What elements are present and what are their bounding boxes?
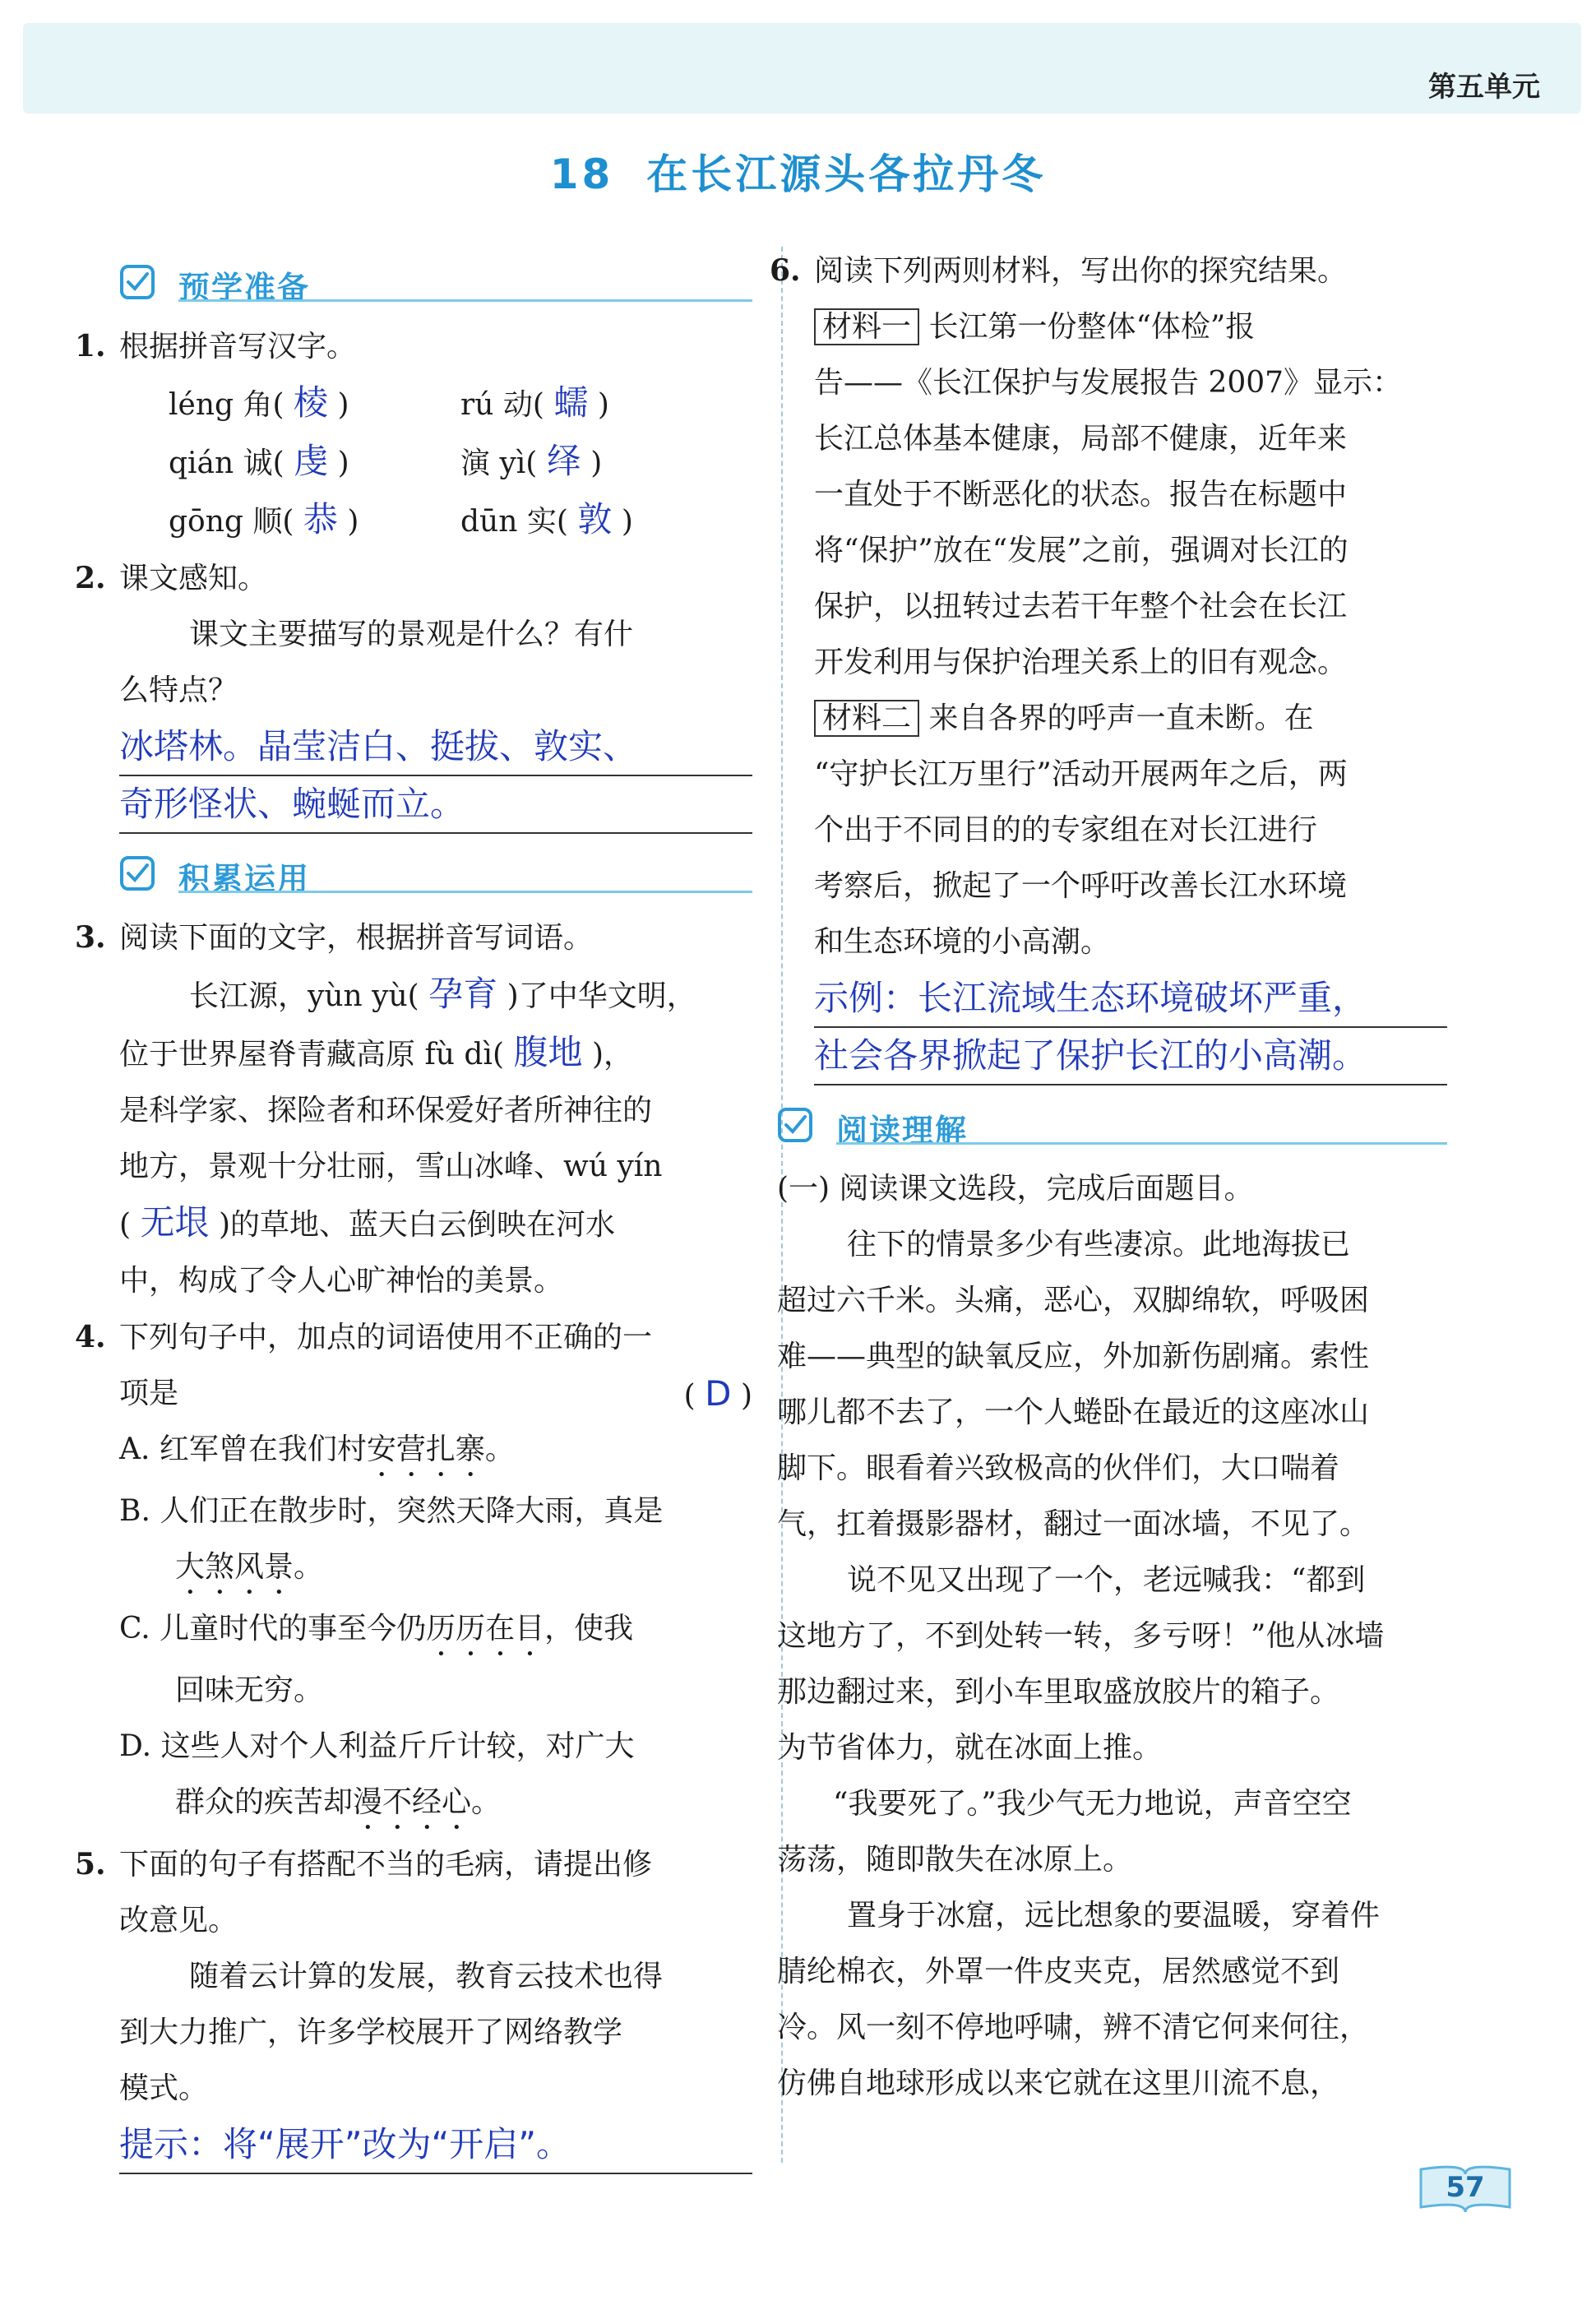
section-header-prep [119, 257, 752, 310]
reading-intro: (一) 阅读课文选段，完成后面题目。 [777, 1172, 1254, 1206]
answer-bracket: ( D ) [683, 1373, 752, 1414]
dotted-phrase: 漫不经心 [353, 1785, 472, 1819]
lesson-title [0, 141, 1596, 201]
question-prompt: 项是 [119, 1377, 179, 1410]
option-c-cont: 回味无穷。 [175, 1673, 324, 1707]
bracket-close: ) [347, 505, 359, 539]
option-b-cont [119, 1539, 752, 1601]
sentence-line: 模式。 [119, 2071, 209, 2105]
option-c [119, 1601, 752, 1663]
sentence-line: 随着云计算的发展，教育云技术也得 [189, 1960, 664, 1993]
passage-line: 往下的情景多少有些凄凉。此地海拔已 [847, 1228, 1351, 1261]
question-prompt-line [119, 1366, 752, 1422]
option-d: D. 这些人对个人利益斤斤计较，对广大 [119, 1729, 635, 1763]
pinyin-prompt: 演 yì( [460, 447, 538, 480]
question-6 [770, 243, 1447, 299]
answer-line: 社会各界掀起了保护长江的小高潮。 [814, 1028, 1447, 1085]
page-number: 57 [1446, 2171, 1485, 2204]
option-text: 。 [294, 1550, 324, 1584]
material-line: 和生态环境的小高潮。 [814, 925, 1111, 959]
lesson-number: 18 [549, 150, 614, 198]
answer-text: 蠕 [553, 382, 589, 423]
passage-line [119, 1025, 752, 1083]
passage-text: )了中华文明， [507, 979, 696, 1013]
bracket-close: ) [337, 388, 349, 422]
question-prompt-line: 改意见。 [119, 1904, 238, 1937]
passage-text: )， [591, 1038, 633, 1072]
pinyin-item [169, 375, 460, 433]
question-2 [75, 550, 752, 607]
material-1 [814, 299, 1447, 355]
material-line: 考察后，掀起了一个呼吁改善长江水环境 [814, 869, 1348, 903]
material-2 [814, 691, 1447, 747]
answer-text: 孕育 [428, 974, 498, 1014]
material-line: 长江总体基本健康，局部不健康，近年来 [814, 422, 1348, 456]
section-rule [178, 891, 752, 893]
material-line: 个出于不同目的的专家组在对长江进行 [814, 813, 1318, 847]
passage-text: 位于世界屋脊青藏高原 fù dì( [119, 1038, 505, 1072]
answer-text: 敦 [577, 499, 613, 539]
dotted-phrase: 历历在目 [426, 1612, 545, 1645]
pinyin-prompt: dūn 实( [460, 505, 568, 539]
page-number-badge [1416, 2163, 1515, 2217]
material-line: 保护，以扭转过去若干年整个社会在长江 [814, 590, 1348, 623]
passage-line: 气，扛着摄影器材，翻过一面冰墙，不见了。 [777, 1507, 1370, 1541]
passage-line: 这地方了，不到处转一转，多亏呀！”他从冰墙 [777, 1619, 1385, 1653]
question-number: 6. [770, 253, 801, 288]
answer-line: 示例：长江流域生态环境破坏严重， [814, 970, 1447, 1028]
pinyin-table [119, 375, 752, 550]
question-text: 课文主要描写的景观是什么？有什 [189, 618, 634, 651]
passage-line: 超过六千米。头痛，恶心，双脚绵软，呼吸困 [777, 1284, 1370, 1317]
dotted-phrase: 大煞风景 [175, 1550, 294, 1584]
passage-line: 是科学家、探险者和环保爱好者所神往的 [119, 1094, 653, 1127]
passage-line: 冷。风一刻不停地呼啸，辨不清它何来何往， [777, 2011, 1370, 2044]
passage-text: )的草地、蓝天白云倒映在河水 [218, 1208, 616, 1242]
question-prompt: 阅读下列两则材料，写出你的探究结果。 [814, 254, 1348, 288]
option-d-cont [119, 1775, 752, 1836]
section-title: 阅读理解 [836, 1113, 969, 1149]
pinyin-item [460, 492, 756, 550]
material-line: 开发利用与保护治理关系上的旧有观念。 [814, 646, 1348, 679]
question-text: 么特点？ [119, 673, 238, 707]
lesson-title-text: 在长江源头各拉丹冬 [646, 150, 1047, 198]
passage-text: ( [119, 1208, 132, 1242]
pinyin-item [460, 433, 756, 492]
material-line: 一直处于不断恶化的状态。报告在标题中 [814, 478, 1348, 511]
question-prompt: 根据拼音写汉字。 [119, 330, 357, 363]
answer-text: 无垠 [140, 1202, 210, 1243]
passage-line: 难——典型的缺氧反应，外加新伤剧痛。索性 [777, 1340, 1370, 1373]
answer-line: 提示：将“展开”改为“开启”。 [119, 2117, 752, 2174]
check-icon [777, 1107, 813, 1143]
reading-passage [777, 1217, 1447, 2112]
material-text: 来自各界的呼声一直未断。在 [928, 701, 1314, 735]
passage-line: 脚下。眼看着兴致极高的伙伴们，大口喘着 [777, 1451, 1340, 1485]
left-column [75, 243, 752, 2174]
section-header-reading [777, 1100, 1447, 1153]
option-text: 。 [471, 1785, 502, 1819]
passage-line: 仿佛自地球形成以来它就在这里川流不息， [777, 2067, 1340, 2100]
bracket-close: ) [337, 447, 349, 480]
passage-line: 荡荡，随即散失在冰原上。 [777, 1843, 1133, 1877]
answer-text: 虔 [294, 441, 329, 481]
section-title: 预学准备 [178, 270, 311, 306]
unit-label: 第五单元 [1428, 71, 1540, 104]
option-a [119, 1422, 752, 1483]
pinyin-prompt: léng 角( [169, 388, 285, 422]
question-number: 2. [75, 561, 106, 595]
question-4 [75, 1309, 752, 1366]
section-title: 积累运用 [178, 861, 311, 897]
question-3 [75, 910, 752, 966]
question-number: 5. [75, 1847, 106, 1881]
question-number: 4. [75, 1320, 106, 1354]
material-line: 将“保护”放在“发展”之前，强调对长江的 [814, 534, 1349, 567]
option-text: 。 [484, 1433, 515, 1466]
pinyin-prompt: gōng 顺( [169, 505, 294, 539]
bracket-close: ) [590, 447, 603, 480]
sentence-line: 到大力推广，许多学校展开了网络教学 [119, 2016, 623, 2049]
question-prompt: 课文感知。 [119, 562, 268, 595]
answer-text: 腹地 [513, 1032, 583, 1072]
passage-line: 为节省体力，就在冰面上推。 [777, 1731, 1163, 1765]
bracket-close: ) [621, 505, 633, 539]
question-1 [75, 318, 752, 375]
question-number: 1. [75, 329, 106, 363]
right-column [770, 243, 1447, 2112]
answer-text: 恭 [303, 499, 338, 539]
passage-line [119, 1195, 752, 1253]
question-prompt: 下列句子中，加点的词语使用不正确的一 [119, 1321, 653, 1354]
material-tag: 材料一 [814, 308, 919, 345]
question-5 [75, 1836, 752, 1893]
pinyin-item [169, 492, 460, 550]
passage-line: 中，构成了令人心旷神怡的美景。 [119, 1264, 564, 1298]
answer-text: 棱 [294, 382, 329, 423]
material-line: 告——《长江保护与发展报告 2007》显示： [814, 366, 1403, 400]
passage-line [119, 966, 752, 1025]
header-band [23, 23, 1581, 113]
passage-line: 地方，景观十分壮丽，雪山冰峰、wú yín [119, 1150, 663, 1183]
pinyin-prompt: rú 动( [460, 388, 544, 422]
check-icon [119, 264, 155, 300]
option-text: C. 儿童时代的事至今仍 [119, 1612, 427, 1645]
passage-line: 哪儿都不去了，一个人蜷卧在最近的这座冰山 [777, 1395, 1370, 1429]
passage-line: 腈纶棉衣，外罩一件皮夹克，居然感觉不到 [777, 1955, 1340, 1988]
pinyin-prompt: qián 诚( [169, 447, 285, 480]
passage-line: 说不见又出现了一个，老远喊我：“都到 [847, 1563, 1366, 1597]
option-b: B. 人们正在散步时，突然天降大雨，真是 [119, 1494, 664, 1528]
material-line: “守护长江万里行”活动开展两年之后，两 [814, 757, 1348, 791]
question-prompt: 阅读下面的文字，根据拼音写词语。 [119, 921, 594, 955]
question-prompt: 下面的句子有搭配不当的毛病，请提出修 [119, 1848, 653, 1881]
passage-line: 那边翻过来，到小车里取盛放胶片的箱子。 [777, 1675, 1340, 1709]
check-icon [119, 855, 155, 891]
answer-line: 冰塔林。晶莹洁白、挺拔、敦实、 [119, 719, 752, 776]
pinyin-item [460, 375, 756, 433]
section-header-accumulate [119, 849, 752, 901]
material-text: 长江第一份整体“体检”报 [928, 310, 1256, 344]
question-number: 3. [75, 920, 106, 955]
option-text: ，使我 [544, 1612, 634, 1645]
passage-text: 长江源，yùn yù( [189, 979, 419, 1013]
option-text: A. 红军曾在我们村 [119, 1433, 367, 1466]
section-rule [836, 1142, 1447, 1145]
material-tag: 材料二 [814, 700, 919, 737]
answer-text: D [705, 1373, 732, 1414]
section-rule [178, 299, 752, 302]
passage-line: “我要死了。”我少气无力地说，声音空空 [833, 1787, 1352, 1821]
option-text: 群众的疾苦却 [175, 1785, 354, 1819]
passage-line: 置身于冰窟，远比想象的要温暖，穿着件 [847, 1899, 1381, 1932]
dotted-phrase: 安营扎寨 [366, 1433, 485, 1466]
answer-line: 奇形怪状、蜿蜒而立。 [119, 776, 752, 834]
bracket-close: ) [597, 388, 609, 422]
answer-text: 绎 [546, 441, 581, 481]
pinyin-item [169, 433, 460, 492]
